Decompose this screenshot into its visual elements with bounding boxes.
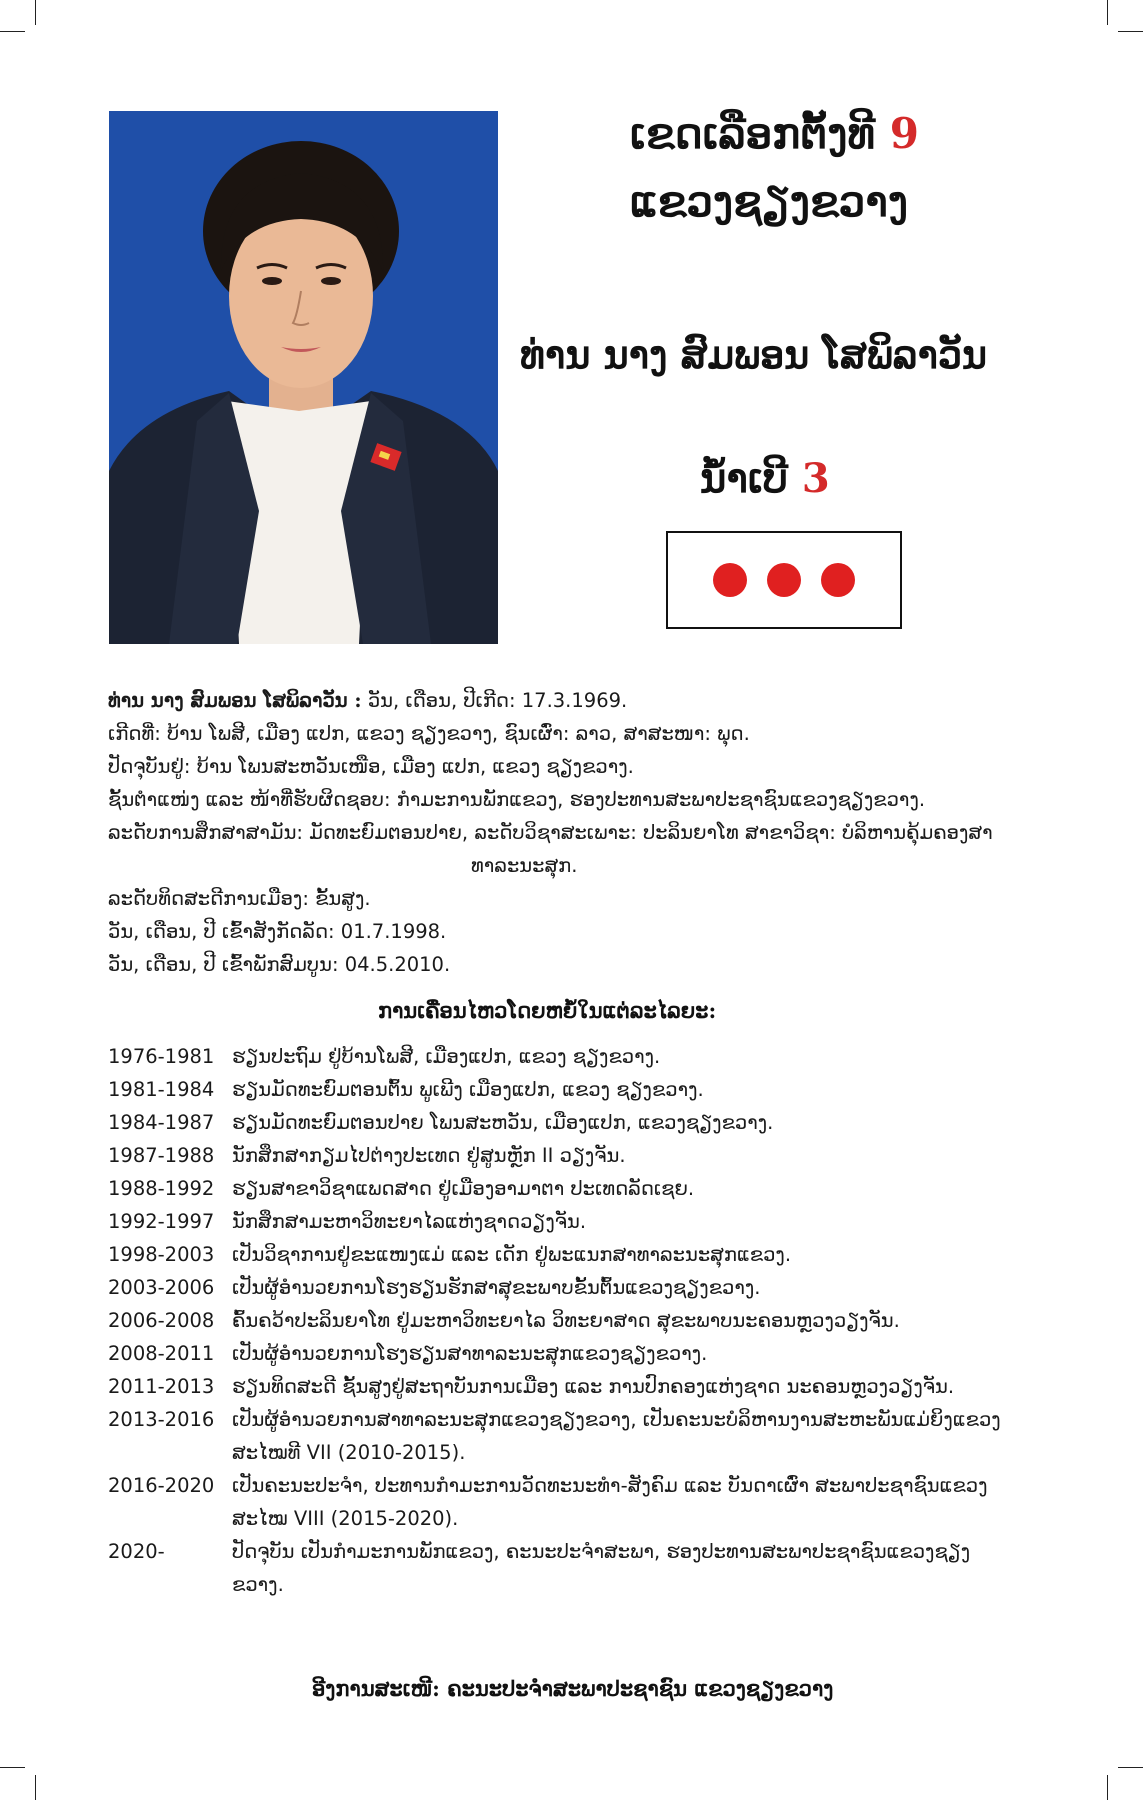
candidate-name: ທ່ານ ນາງ ສົມພອນ ໂສພິລາວັນ [520,332,988,377]
province-name: ແຂວງຊຽງຂວາງ [630,177,909,226]
timeline-item [108,1469,1008,1502]
crop-mark [1107,1775,1108,1800]
timeline-list [108,1040,1008,1601]
timeline-years: 2003-2006 [108,1276,215,1299]
crop-mark [0,31,25,32]
crop-mark [1107,0,1108,25]
timeline-item [108,1139,1008,1172]
timeline-item [108,1535,1008,1601]
timeline-years: 1992-1997 [108,1210,215,1233]
district-prefix: ເຂດເລືອກຕັ້ງທີ [630,109,876,158]
timeline-text: ເປັນວິຊາການຢູ່ຂະແໜງແມ່ ແລະ ເດັກ ຢູ່ພະແນກສາທາລະນະສຸກແຂວງ. [232,1243,792,1266]
timeline-years: 2008-2011 [108,1342,215,1365]
timeline-text-cont: ສະໄໝ VIII (2015-2020). [232,1507,459,1530]
bio-education-cont: ທາລະນະສຸກ. [471,854,578,877]
timeline-years: 1976-1981 [108,1045,215,1068]
timeline-text-cont: ສະໄໝທີ VII (2010-2015). [232,1441,466,1464]
timeline-text: ປັດຈຸບັນ ເປັນກຳມະການພັກແຂວງ, ຄະນະປະຈຳສະພາ, ຮອງປະທານສະພາປະຊາຊົນແຂວງຊຽງຂວາງ. [232,1540,971,1596]
timeline-text: ເປັນຄະນະປະຈຳ, ປະທານກຳມະການວັດທະນະທຳ-ສັງຄົມ ແລະ ບັນດາເຜົ່າ ສະພາປະຊາຊົນແຂວງ [232,1474,988,1497]
timeline-text: ຄົ້ນຄວ້າປະລິນຍາໂທ ຢູ່ມະຫາວິທະຍາໄລ ວິທະຍາສາດ ສຸຂະພາບນະຄອນຫຼວງວຽງຈັນ. [232,1309,900,1332]
bio-name: ທ່ານ ນາງ ສົມພອນ ໂສພິລາວັນ : [108,689,362,712]
timeline-item [108,1403,1008,1436]
bio-state-entry-date: ວັນ, ເດືອນ, ປີ ເຂົ້າສັງກັດລັດ: 01.7.1998. [108,920,447,943]
timeline-item [108,1040,1008,1073]
bio-section [108,684,1008,981]
timeline-text: ເປັນຜູ້ອຳນວຍການສາທາລະນະສຸກແຂວງຊຽງຂວາງ, ເປັນຄະນະບໍລິຫານງານສະຫະພັນແມ່ຍິງແຂວງ [232,1408,1001,1431]
timeline-item [108,1205,1008,1238]
ballot-label-text: ນໍ້າເບີ [700,455,788,502]
bio-current-address: ປັດຈຸບັນຢູ່: ບ້ານ ໂພນສະຫວັນເໜືອ, ເມືອງ ແປກ, ແຂວງ ຊຽງຂວາງ. [108,755,634,778]
timeline-item [108,1304,1008,1337]
ballot-dots-box [666,531,902,629]
timeline-item [108,1073,1008,1106]
ballot-number: 3 [801,455,830,502]
timeline-title: ການເຄື່ອນໄຫວໂດຍຫຍໍ້ໃນແຕ່ລະໄລຍະ: [378,998,717,1023]
ballot-dot [713,563,747,597]
crop-mark [35,1775,36,1800]
bio-political-theory: ລະດັບທິດສະດີການເມືອງ: ຂັ້ນສູງ. [108,887,371,910]
timeline-text: ເປັນຜູ້ອຳນວຍການໂຮງຮຽນສາທາລະນະສຸກແຂວງຊຽງຂວາງ. [232,1342,708,1365]
timeline-item [108,1172,1008,1205]
bio-position: ຊັ້ນຕຳແໜ່ງ ແລະ ໜ້າທີ່ຮັບຜິດຊອບ: ກຳມະການພັກແຂວງ, ຮອງປະທານສະພາປະຊາຊົນແຂວງຊຽງຂວາງ. [108,788,926,811]
timeline-years: 2011-2013 [108,1375,215,1398]
timeline-years: 1998-2003 [108,1243,215,1266]
timeline-item [108,1106,1008,1139]
timeline-item [108,1271,1008,1304]
timeline-years: 2006-2008 [108,1309,215,1332]
ballot-dot [767,563,801,597]
bio-birthplace: ເກີດທີ່: ບ້ານ ໂພສີ, ເມືອງ ແປກ, ແຂວງ ຊຽງຂວາງ, ຊົນເຜົ່າ: ລາວ, ສາສະໜາ: ພຸດ. [108,722,750,745]
bio-name-line [108,684,1008,717]
bio-birth-date: ວັນ, ເດືອນ, ປີເກີດ: 17.3.1969. [367,689,628,712]
crop-mark [1118,31,1143,32]
timeline-text: ຮຽນປະຖົມ ຢູ່ບ້ານໂພສີ, ເມືອງແປກ, ແຂວງ ຊຽງຂວາງ. [232,1045,661,1068]
district-line [630,100,990,168]
candidate-portrait [109,111,498,644]
footer-note: ອີງການສະເໜີ: ຄະນະປະຈຳສະພາປະຊາຊົນ ແຂວງຊຽງຂວາງ [312,1676,834,1701]
timeline-text: ນັກສຶກສາກຽມໄປຕ່າງປະເທດ ຢູ່ສູນຫຼັກ II ວຽງຈັນ. [232,1144,626,1167]
timeline-text: ນັກສຶກສາມະຫາວິທະຍາໄລແຫ່ງຊາດວຽງຈັນ. [232,1210,587,1233]
timeline-text: ເປັນຜູ້ອຳນວຍການໂຮງຮຽນຮັກສາສຸຂະພາບຂັ້ນຕົ້ນແຂວງຊຽງຂວາງ. [232,1276,761,1299]
timeline-years: 2013-2016 [108,1408,215,1431]
crop-mark [0,1767,25,1768]
timeline-text: ຮຽນມັດທະຍົມຕອນປາຍ ໂພນສະຫວັນ, ເມືອງແປກ, ແຂວງຊຽງຂວາງ. [232,1111,774,1134]
timeline-years: 2016-2020 [108,1474,215,1497]
ballot-dot [821,563,855,597]
timeline-years: 1987-1988 [108,1144,215,1167]
timeline-item [108,1370,1008,1403]
ballot-number-label [700,455,900,502]
timeline-years: 1988-1992 [108,1177,215,1200]
timeline-text: ຮຽນມັດທະຍົມຕອນຕົ້ນ ພູເພີງ ເມືອງແປກ, ແຂວງ ຊຽງຂວາງ. [232,1078,704,1101]
crop-mark [35,0,36,25]
timeline-years: 1984-1987 [108,1111,215,1134]
bio-education: ລະດັບການສຶກສາສາມັນ: ມັດທະຍົມຕອນປາຍ, ລະດັບວິຊາສະເພາະ: ປະລິນຍາໂທ ສາຂາວິຊາ: ບໍລິຫານຄຸ້ມຄອງສາ [108,821,993,844]
bio-party-date: ວັນ, ເດືອນ, ປີ ເຂົ້າພັກສົມບູນ: 04.5.2010. [108,953,451,976]
timeline-text: ຮຽນທິດສະດີ ຊັ້ນສູງຢູ່ສະຖາບັນການເມືອງ ແລະ ການປົກຄອງແຫ່ງຊາດ ນະຄອນຫຼວງວຽງຈັນ. [232,1375,955,1398]
timeline-item [108,1238,1008,1271]
district-heading [630,100,990,236]
district-number: 9 [889,109,919,158]
timeline-text: ຮຽນສາຂາວິຊາແພດສາດ ຢູ່ເມືອງອາມາຕາ ປະເທດລັດເຊຍ. [232,1177,695,1200]
timeline-years: 1981-1984 [108,1078,215,1101]
timeline-item [108,1337,1008,1370]
crop-mark [1118,1767,1143,1768]
timeline-years: 2020- [108,1540,165,1563]
